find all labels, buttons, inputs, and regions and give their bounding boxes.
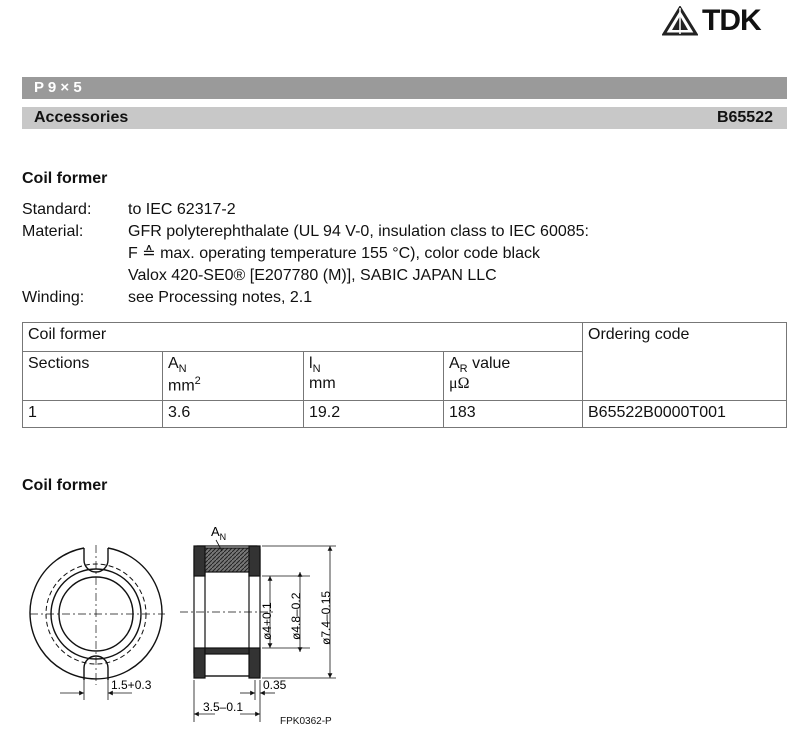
- cell-ln: 19.2: [304, 401, 444, 428]
- section-title: Accessories: [34, 109, 129, 126]
- standard-label: Standard:: [22, 201, 92, 218]
- cell-ordering-code: B65522B0000T001: [583, 401, 787, 428]
- ln-header: $l_N$ mm: [304, 352, 444, 401]
- dim-d3-label: ø7.4–0.15: [319, 590, 333, 645]
- product-code: B65522: [716, 109, 773, 126]
- standard-value: to IEC 62317-2: [128, 201, 236, 218]
- dim-d2-label: ø4.8–0.2: [289, 592, 303, 640]
- material-line-1: GFR polyterephthalate (UL 94 V-0, insulation class to IEC 60085:: [128, 223, 589, 240]
- heading-coil-former-drawing: Coil former: [22, 477, 108, 494]
- cell-sections: 1: [23, 401, 163, 428]
- dim-d1-label: ø4+0.1: [260, 602, 274, 640]
- dim-wall-label: 0.35: [263, 678, 287, 692]
- cell-an: 3.6: [163, 401, 304, 428]
- product-name: P 9 × 5: [34, 79, 82, 96]
- an-header: $A_N$ $mm^2$: [163, 352, 304, 401]
- material-line-3: Valox 420-SE0® [E207780 (M)], SABIC JAPAN LLC: [128, 267, 497, 284]
- ar-header: $A_R$ value μΩ: [444, 352, 583, 401]
- material-label: Material:: [22, 223, 84, 240]
- cell-ar: 183: [444, 401, 583, 428]
- winding-label: Winding:: [22, 289, 85, 306]
- sections-header: Sections: [23, 352, 163, 401]
- dim-height-label: 3.5–0.1: [203, 700, 244, 714]
- group-header: Coil former: [23, 323, 583, 352]
- material-line-2: F ≙ max. operating temperature 155 °C), color code black: [128, 245, 540, 262]
- dim-slot-label: 1.5+0.3: [111, 678, 152, 692]
- ordering-header: Ordering code: [583, 323, 787, 401]
- winding-value: see Processing notes, 2.1: [128, 289, 313, 306]
- heading-coil-former: Coil former: [22, 170, 108, 187]
- figure-caption: FPK0362-P: [280, 716, 332, 727]
- brand-name: TDK: [702, 4, 761, 37]
- label-an: $A_N$: [211, 524, 227, 542]
